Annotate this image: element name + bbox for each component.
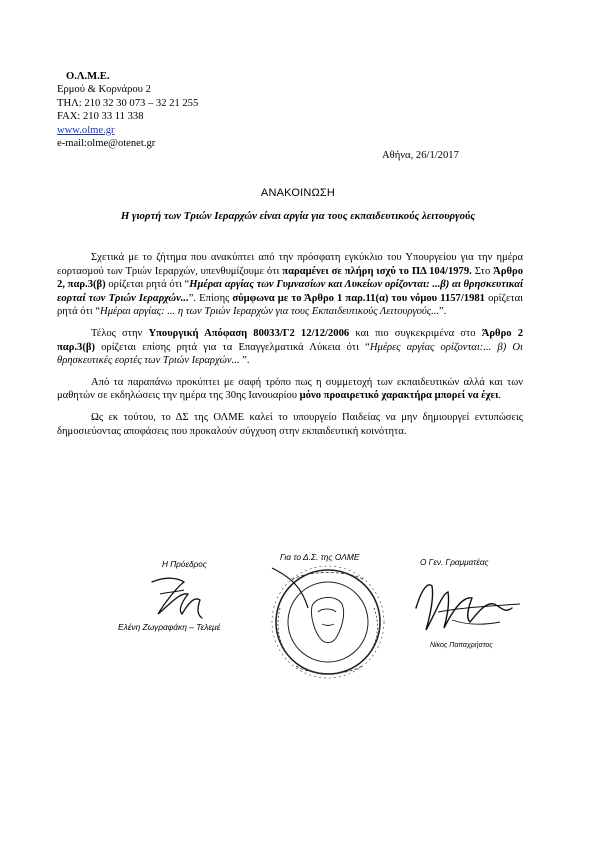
quote: Ημέραι αργίας: ... η των Τριών Ιεραρχών για τους Εκπαιδευτικούς Λειτουργούς... bbox=[100, 306, 440, 318]
email: e-mail:olme@otenet.gr bbox=[57, 138, 156, 150]
address: Ερμού & Κορνάρου 2 bbox=[57, 84, 151, 96]
bold-text: Άρθρο 2, παρ.3(β) bbox=[57, 265, 523, 291]
paragraph-1 bbox=[57, 251, 523, 319]
president-name: Ελένη Ζωγραφάκη – Τελεμέ bbox=[118, 622, 221, 632]
bold-text: Υπουργική Απόφαση 80033/Γ2 12/12/2006 bbox=[148, 327, 350, 339]
signature-scribble-icon bbox=[408, 568, 528, 642]
letterhead bbox=[57, 70, 198, 150]
seal-stamp-icon bbox=[262, 548, 404, 686]
bold-text: μόνο προαιρετικό χαρακτήρα μπορεί να έχει bbox=[299, 390, 499, 402]
quote: Ημέραι αργίας των Γυμνασίων και Λυκείων ορίζονται: ...β) αι θρησκευτικαί εορταί των Τριών Ιεραρχών... bbox=[57, 279, 523, 304]
announcement-title: ΑΝΑΚΟΙΝΩΣΗ bbox=[260, 187, 336, 199]
secretary-role: Ο Γεν. Γραμματέας bbox=[420, 558, 489, 567]
signature-scribble-icon bbox=[148, 574, 208, 622]
fax: FAX: 210 33 11 338 bbox=[57, 111, 144, 123]
org-name: Ο.Λ.Μ.Ε. bbox=[66, 71, 110, 82]
paragraph-4 bbox=[57, 411, 523, 438]
seal-caption: Για το Δ.Σ. της ΟΛΜΕ bbox=[280, 552, 360, 562]
quote: Ημέρες αργίας ορίζονται:... β) Οι θρησκευτικές εορτές των Τριών Ιεραρχών... bbox=[57, 341, 523, 367]
text: Από τα παραπάνω προκύπτει με σαφή τρόπο πως η συμμετοχή των εκπαιδευτικών αλλά και των μαθητών σε εκδηλώσεις την ημέρα της 30ης Ιανουαρίου bbox=[57, 376, 523, 402]
text: Τέλος στην bbox=[91, 327, 149, 339]
text: . bbox=[498, 390, 502, 402]
phone: ΤΗΛ: 210 32 30 073 – 32 21 255 bbox=[57, 97, 199, 109]
paragraph-2 bbox=[57, 327, 523, 368]
text: ”. bbox=[439, 306, 447, 318]
secretary-signature-block bbox=[408, 556, 528, 656]
bold-text: Άρθρο 2 παρ.3(β) bbox=[57, 327, 524, 353]
olme-seal bbox=[262, 548, 404, 686]
paragraph-3 bbox=[57, 376, 523, 403]
text: Ως εκ τούτου, το ΔΣ της ΟΛΜΕ καλεί το υπουργείο Παιδείας να μην δημιουργεί εντυπώσεις δημοσιεύοντας αποφάσεις που προκαλούν σύγχυση στην εκπαιδευτική κοινότητα. bbox=[57, 411, 523, 437]
text: ”. Επίσης bbox=[188, 292, 233, 304]
text: και πιο συγκεκριμένα στο bbox=[349, 327, 482, 339]
text: ορίζεται επίσης ρητά για τα Επαγγελματικά Λύκεια ότι “ bbox=[94, 341, 370, 353]
text: ”. bbox=[242, 355, 250, 367]
announcement-subtitle: Η γιορτή των Τριών Ιεραρχών είναι αργία για τους εκπαιδευτικούς λειτουργούς bbox=[120, 210, 476, 222]
website-link[interactable]: www.olme.gr bbox=[57, 124, 115, 136]
text: ορίζεται ρητά ότι “ bbox=[105, 279, 190, 291]
president-role: Η Πρόεδρος bbox=[162, 560, 207, 569]
announcement-body bbox=[57, 251, 523, 446]
date: Αθήνα, 26/1/2017 bbox=[382, 150, 459, 161]
bold-text: σύμφωνα με το Άρθρο 1 παρ.11(α) του νόμου 1157/1981 bbox=[232, 292, 485, 304]
text: Στο bbox=[471, 265, 494, 277]
secretary-name: Νίκος Παπαχρήστος bbox=[430, 642, 493, 649]
text: ορίζεται ρητά ότι “ bbox=[57, 292, 524, 318]
bold-text: παραμένει σε πλήρη ισχύ το ΠΔ 104/1979. bbox=[282, 265, 472, 277]
text: Σχετικά με το ζήτημα που ανακύπτει από την πρόσφατη εγκύκλιο του Υπουργείου για την ημέρα εορτασμού των Τριών Ιεραρχών, υπενθυμίζουμε ότι bbox=[57, 252, 523, 277]
